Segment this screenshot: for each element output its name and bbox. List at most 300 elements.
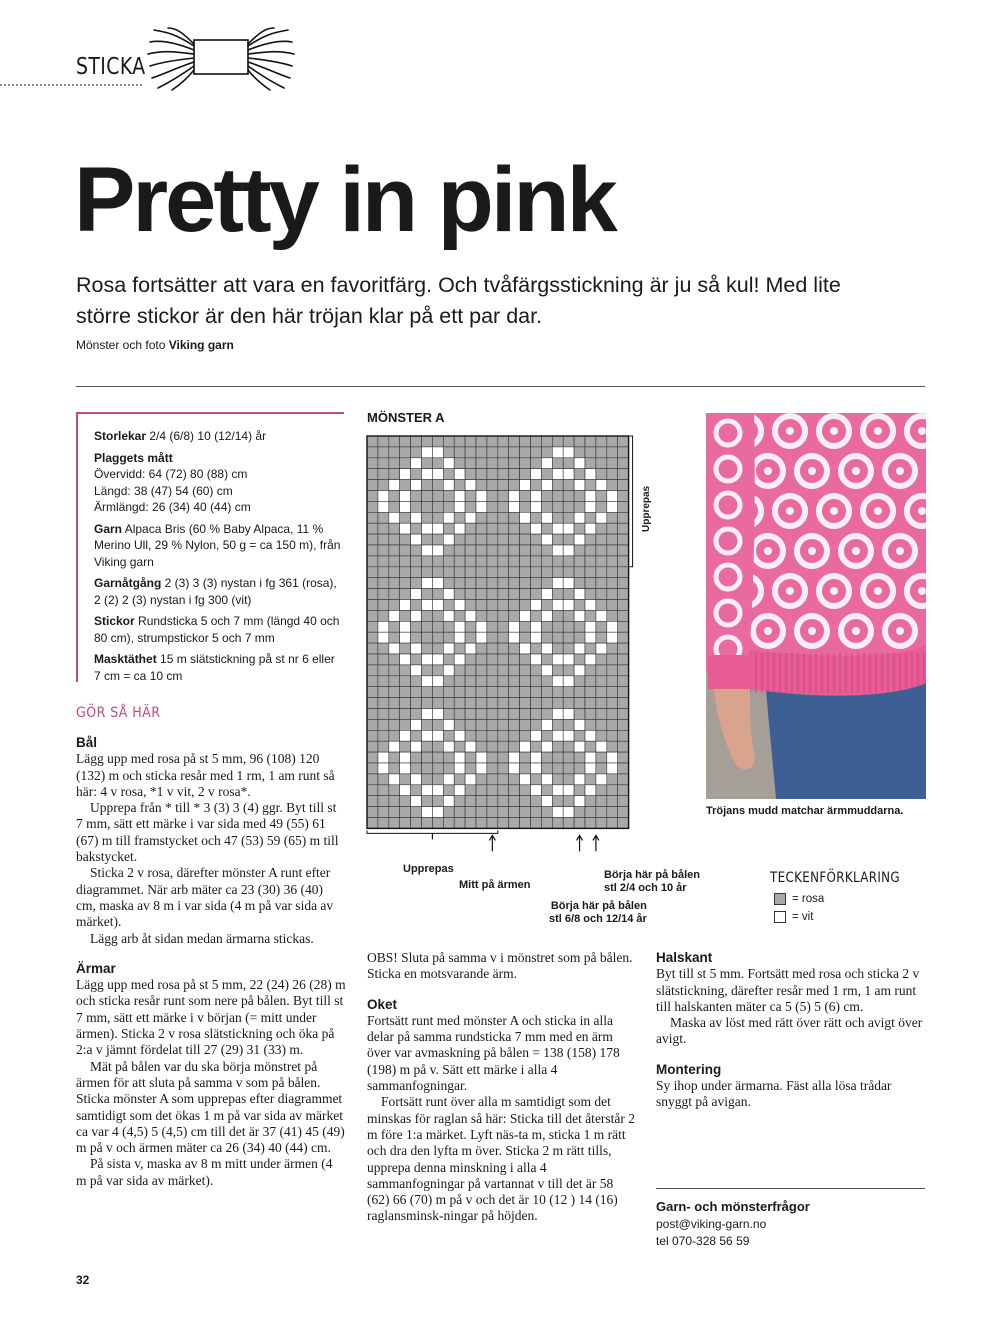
chart-cell: [454, 687, 465, 698]
chart-cell: [422, 698, 433, 709]
chart-cell: [520, 709, 531, 720]
chart-cell: [574, 534, 585, 545]
chart-cell: [520, 491, 531, 502]
chart-cell: [367, 665, 378, 676]
chart-cell: [541, 447, 552, 458]
chart-cell: [509, 687, 520, 698]
chart-cells: [367, 436, 629, 828]
chart-cell: [552, 534, 563, 545]
chart-cell: [465, 687, 476, 698]
chart-cell: [367, 709, 378, 720]
chart-cell: [411, 719, 422, 730]
chart-cell: [552, 589, 563, 600]
chart-cell: [541, 578, 552, 589]
chart-cell: [443, 632, 454, 643]
chart-cell: [465, 741, 476, 752]
chart-cell: [400, 763, 411, 774]
chart-cell: [509, 567, 520, 578]
chart-cell: [389, 730, 400, 741]
chart-cell: [487, 632, 498, 643]
chart-cell: [541, 654, 552, 665]
chart-cell: [400, 534, 411, 545]
chart-cell: [422, 567, 433, 578]
chart-cell: [465, 807, 476, 818]
chart-cell: [422, 785, 433, 796]
chart-cell: [607, 480, 618, 491]
garn-value: Alpaca Bris (60 % Baby Alpaca, 11 % Merino Ull, 29 % Nylon, 50 g = ca 150 m), från Viking garn: [94, 521, 341, 569]
chart-cell: [498, 698, 509, 709]
chart-cell: [465, 719, 476, 730]
chart-cell: [498, 458, 509, 469]
chart-cell: [618, 610, 629, 621]
chart-cell: [520, 807, 531, 818]
chart-cell: [367, 785, 378, 796]
chart-cell: [541, 632, 552, 643]
chart-cell: [574, 665, 585, 676]
chart-cell: [487, 447, 498, 458]
chart-cell: [422, 807, 433, 818]
chart-cell: [618, 545, 629, 556]
chart-cell: [432, 676, 443, 687]
chart-cell: [487, 501, 498, 512]
chart-cell: [618, 621, 629, 632]
chart-cell: [498, 600, 509, 611]
chart-cell: [585, 763, 596, 774]
chart-cell: [432, 763, 443, 774]
chart-cell: [574, 491, 585, 502]
chart-cell: [531, 687, 542, 698]
chart-cell: [498, 501, 509, 512]
chart-cell: [400, 632, 411, 643]
chart-cell: [563, 501, 574, 512]
chart-cell: [607, 687, 618, 698]
chart-cell: [454, 589, 465, 600]
chart-cell: [541, 741, 552, 752]
chart-cell: [378, 752, 389, 763]
chart-cell: [487, 610, 498, 621]
header-rule: [76, 386, 925, 387]
knitting-chart: [363, 432, 663, 872]
matt-line: Övervidd: 64 (72) 80 (88) cm: [94, 467, 248, 481]
chart-cell: [607, 447, 618, 458]
chart-cell: [389, 774, 400, 785]
chart-cell: [596, 600, 607, 611]
chart-cell: [498, 709, 509, 720]
chart-cell: [476, 512, 487, 523]
chart-cell: [400, 774, 411, 785]
chart-cell: [487, 719, 498, 730]
chart-cell: [552, 545, 563, 556]
chart-cell: [400, 741, 411, 752]
chart-cell: [367, 730, 378, 741]
chart-cell: [552, 512, 563, 523]
chart-cell: [618, 719, 629, 730]
chart-cell: [432, 512, 443, 523]
chart-cell: [596, 643, 607, 654]
contact-rule: [656, 1188, 925, 1189]
chart-cell: [607, 556, 618, 567]
halskant-heading: Halskant: [656, 950, 713, 965]
chart-cell: [411, 501, 422, 512]
chart-cell: [400, 567, 411, 578]
oket-paragraph: Fortsätt runt med mönster A och sticka in alla delar på samma rundsticka 7 mm med en ärm över var avmaskning på bålen = 138 (158) 178 (198) m på v. Sätt ett märke i alla 4 sammanfogningar.: [367, 1012, 620, 1094]
sweater-pattern-dot: [874, 587, 882, 595]
chart-cell: [509, 512, 520, 523]
chart-cell: [411, 567, 422, 578]
chart-cell: [574, 447, 585, 458]
chart-cell: [422, 512, 433, 523]
chart-cell: [563, 796, 574, 807]
chart-cell: [389, 501, 400, 512]
chart-cell: [552, 491, 563, 502]
chart-cell: [389, 676, 400, 687]
chart-cell: [454, 818, 465, 829]
chart-cell: [531, 589, 542, 600]
article-credit: [76, 338, 234, 352]
chart-cell: [400, 447, 411, 458]
chart-cell: [454, 719, 465, 730]
chart-cell: [563, 774, 574, 785]
chart-cell: [509, 501, 520, 512]
chart-cell: [596, 818, 607, 829]
chart-cell: [498, 447, 509, 458]
chart-cell: [520, 632, 531, 643]
chart-cell: [498, 632, 509, 643]
chart-cell: [389, 741, 400, 752]
chart-cell: [400, 730, 411, 741]
chart-cell: [389, 643, 400, 654]
chart-cell: [585, 752, 596, 763]
label-borja-1-a: Börja här på bålen: [604, 869, 700, 881]
chart-cell: [367, 600, 378, 611]
chart-cell: [520, 676, 531, 687]
sweater-pattern-dot: [764, 467, 772, 475]
chart-cell: [454, 567, 465, 578]
chart-cell: [454, 436, 465, 447]
chart-cell: [552, 567, 563, 578]
chart-cell: [411, 774, 422, 785]
chart-cell: [607, 709, 618, 720]
chart-cell: [618, 730, 629, 741]
chart-cell: [541, 567, 552, 578]
chart-cell: [618, 654, 629, 665]
chart-cell: [498, 687, 509, 698]
halskant-paragraph: Maska av löst med rätt över rätt och avigt över avigt.: [656, 1015, 923, 1047]
label-mitt: Mitt på ärmen: [459, 879, 531, 891]
chart-cell: [378, 469, 389, 480]
chart-cell: [509, 698, 520, 709]
chart-cell: [367, 480, 378, 491]
chart-cell: [465, 621, 476, 632]
chart-cell: [509, 436, 520, 447]
chart-cell: [574, 469, 585, 480]
chart-cell: [585, 654, 596, 665]
chart-cell: [378, 676, 389, 687]
chart-cell: [465, 578, 476, 589]
sweater-pattern-dot: [764, 627, 772, 635]
chart-cell: [389, 752, 400, 763]
chart-cell: [618, 709, 629, 720]
chart-cell: [378, 523, 389, 534]
chart-cell: [400, 621, 411, 632]
chart-cell: [378, 578, 389, 589]
chart-cell: [607, 774, 618, 785]
chart-cell: [596, 698, 607, 709]
chart-cell: [618, 534, 629, 545]
chart-cell: [432, 523, 443, 534]
legend-heading: TECKENFÖRKLARING: [770, 870, 900, 886]
chart-cell: [563, 752, 574, 763]
chart-cell: [411, 730, 422, 741]
chart-cell: [520, 763, 531, 774]
chart-cell: [520, 687, 531, 698]
chart-cell: [520, 741, 531, 752]
sweater-pattern-dot: [786, 427, 794, 435]
chart-cell: [498, 654, 509, 665]
chart-cell: [476, 687, 487, 698]
chart-cell: [367, 458, 378, 469]
sweater-pattern-dot: [896, 627, 904, 635]
oket-heading: Oket: [367, 996, 398, 1012]
chart-cell: [389, 458, 400, 469]
chart-cell: [443, 654, 454, 665]
chart-cell: [411, 545, 422, 556]
chart-cell: [509, 556, 520, 567]
chart-cell: [596, 709, 607, 720]
chart-cell: [378, 491, 389, 502]
bal-paragraph: Upprepa från * till * 3 (3) 3 (4) ggr. Byt till st 7 mm, sätt ett märke i var sida med 49 (55) 61 (67) m till framstycket och 47 (53) 59 (65) m till bakstycket.: [76, 800, 339, 865]
chart-cell: [520, 719, 531, 730]
chart-cell: [411, 741, 422, 752]
contact-email[interactable]: post@viking-garn.no: [656, 1217, 767, 1231]
chart-cell: [400, 589, 411, 600]
chart-cell: [563, 709, 574, 720]
chart-cell: [541, 523, 552, 534]
chart-cell: [378, 501, 389, 512]
chart-cell: [498, 556, 509, 567]
chart-cell: [596, 523, 607, 534]
chart-cell: [432, 469, 443, 480]
chart-cell: [476, 719, 487, 730]
chart-cell: [389, 556, 400, 567]
chart-cell: [520, 556, 531, 567]
chart-cell: [400, 480, 411, 491]
chart-cell: [596, 480, 607, 491]
chart-cell: [618, 501, 629, 512]
chart-cell: [607, 719, 618, 730]
chart-cell: [531, 491, 542, 502]
chart-cell: [541, 796, 552, 807]
chart-cell: [585, 512, 596, 523]
chart-cell: [465, 567, 476, 578]
chart-cell: [465, 818, 476, 829]
chart-cell: [520, 469, 531, 480]
chart-cell: [563, 491, 574, 502]
chart-cell: [574, 436, 585, 447]
chart-cell: [541, 698, 552, 709]
chart-cell: [596, 556, 607, 567]
chart-cell: [476, 589, 487, 600]
chart-cell: [389, 589, 400, 600]
sweater-pattern-dot: [808, 627, 816, 635]
chart-cell: [443, 730, 454, 741]
chart-cell: [541, 785, 552, 796]
chart-cell: [443, 807, 454, 818]
chart-cell: [574, 741, 585, 752]
chart-cell: [465, 709, 476, 720]
chart-cell: [432, 741, 443, 752]
chart-cell: [454, 491, 465, 502]
chart-cell: [443, 436, 454, 447]
chart-cell: [367, 556, 378, 567]
chart-cell: [520, 501, 531, 512]
legend-swatch-rosa: [774, 893, 786, 905]
middle-column: [367, 950, 637, 1225]
chart-cell: [487, 752, 498, 763]
chart-cell: [389, 578, 400, 589]
chart-cell: [585, 643, 596, 654]
chart-cell: [585, 567, 596, 578]
chart-cell: [607, 807, 618, 818]
chart-cell: [432, 567, 443, 578]
chart-cell: [432, 501, 443, 512]
chart-cell: [400, 600, 411, 611]
chart-cell: [432, 654, 443, 665]
chart-cell: [476, 632, 487, 643]
chart-cell: [454, 643, 465, 654]
chart-cell: [422, 491, 433, 502]
chart-cell: [563, 698, 574, 709]
chart-cell: [465, 665, 476, 676]
chart-cell: [498, 818, 509, 829]
chart-cell: [541, 589, 552, 600]
label-upprepas-bottom: Upprepas: [403, 863, 454, 875]
credit-name: Viking garn: [168, 338, 234, 352]
chart-cell: [607, 796, 618, 807]
sweater-pattern-dot: [896, 467, 904, 475]
chart-cell: [389, 818, 400, 829]
chart-cell: [476, 556, 487, 567]
chart-cell: [563, 436, 574, 447]
chart-cell: [476, 436, 487, 447]
chart-cell: [487, 469, 498, 480]
chart-cell: [411, 709, 422, 720]
chart-cell: [574, 752, 585, 763]
chart-cell: [465, 654, 476, 665]
chart-cell: [552, 796, 563, 807]
chart-cell: [531, 632, 542, 643]
garnatgang-value: 2 (3) 3 (3) nystan i fg 361 (rosa), 2 (2) 2 (3) nystan i fg 300 (vit): [94, 576, 337, 607]
chart-cell: [454, 752, 465, 763]
chart-cell: [552, 763, 563, 774]
chart-cell: [509, 654, 520, 665]
chart-cell: [563, 567, 574, 578]
chart-cell: [541, 774, 552, 785]
chart-cell: [596, 447, 607, 458]
chart-cell: [541, 807, 552, 818]
chart-cell: [541, 621, 552, 632]
chart-cell: [585, 785, 596, 796]
chart-cell: [411, 621, 422, 632]
armar-paragraph: Mät på bålen var du ska börja mönstret på ärmen för att sluta på samma v som på bålen. Sticka mönster A som upprepas efter diagrammet samtidigt som det ökas 1 m på var sida av märket ca var 4 (4,5) 5 (4,5) cm till det är 37 (41) 45 (49) m på v och ärmen mäter ca 26 (34) 40 (44) cm.: [76, 1058, 345, 1156]
chart-cell: [520, 610, 531, 621]
chart-cell: [443, 589, 454, 600]
chart-cell: [476, 523, 487, 534]
chart-cell: [443, 458, 454, 469]
chart-cell: [454, 676, 465, 687]
chart-cell: [618, 512, 629, 523]
armar-heading: Ärmar: [76, 960, 116, 976]
chart-cell: [454, 545, 465, 556]
chart-cell: [618, 436, 629, 447]
chart-cell: [454, 600, 465, 611]
chart-cell: [443, 763, 454, 774]
chart-cell: [487, 621, 498, 632]
chart-cell: [531, 480, 542, 491]
chart-cell: [367, 719, 378, 730]
chart-cell: [454, 578, 465, 589]
chart-cell: [585, 534, 596, 545]
chart-cell: [400, 719, 411, 730]
chart-cell: [596, 741, 607, 752]
sweater-pattern-dot: [874, 507, 882, 515]
chart-cell: [400, 545, 411, 556]
chart-cell: [531, 567, 542, 578]
sweater-pattern-dot: [786, 587, 794, 595]
chart-cell: [454, 730, 465, 741]
chart-cell: [465, 763, 476, 774]
chart-cell: [574, 610, 585, 621]
chart-cell: [465, 556, 476, 567]
chart-cell: [465, 730, 476, 741]
info-box: [76, 412, 344, 682]
chart-cell: [411, 665, 422, 676]
chart-cell: [443, 556, 454, 567]
chart-cell: [607, 741, 618, 752]
chart-cell: [520, 752, 531, 763]
chart-cell: [454, 523, 465, 534]
chart-cell: [596, 752, 607, 763]
chart-cell: [378, 643, 389, 654]
montering-paragraph: Sy ihop under ärmarna. Fäst alla lösa trådar snyggt på avigan.: [656, 1078, 892, 1110]
chart-heading: MÖNSTER A: [367, 410, 445, 425]
chart-cell: [454, 458, 465, 469]
chart-cell: [432, 610, 443, 621]
chart-cell: [487, 818, 498, 829]
chart-cell: [541, 501, 552, 512]
chart-cell: [498, 730, 509, 741]
chart-cell: [509, 447, 520, 458]
sweater-pattern-dot: [808, 467, 816, 475]
chart-cell: [378, 807, 389, 818]
chart-cell: [552, 600, 563, 611]
chart-cell: [596, 654, 607, 665]
chart-cell: [585, 709, 596, 720]
chart-cell: [465, 632, 476, 643]
chart-cell: [531, 501, 542, 512]
chart-cell: [422, 589, 433, 600]
chart-cell: [432, 447, 443, 458]
chart-cell: [443, 785, 454, 796]
chart-cell: [563, 469, 574, 480]
chart-cell: [618, 469, 629, 480]
chart-cell: [422, 687, 433, 698]
sweater-sleeve: [706, 413, 755, 673]
chart-cell: [378, 687, 389, 698]
chart-cell: [618, 763, 629, 774]
chart-cell: [520, 818, 531, 829]
chart-cell: [411, 632, 422, 643]
